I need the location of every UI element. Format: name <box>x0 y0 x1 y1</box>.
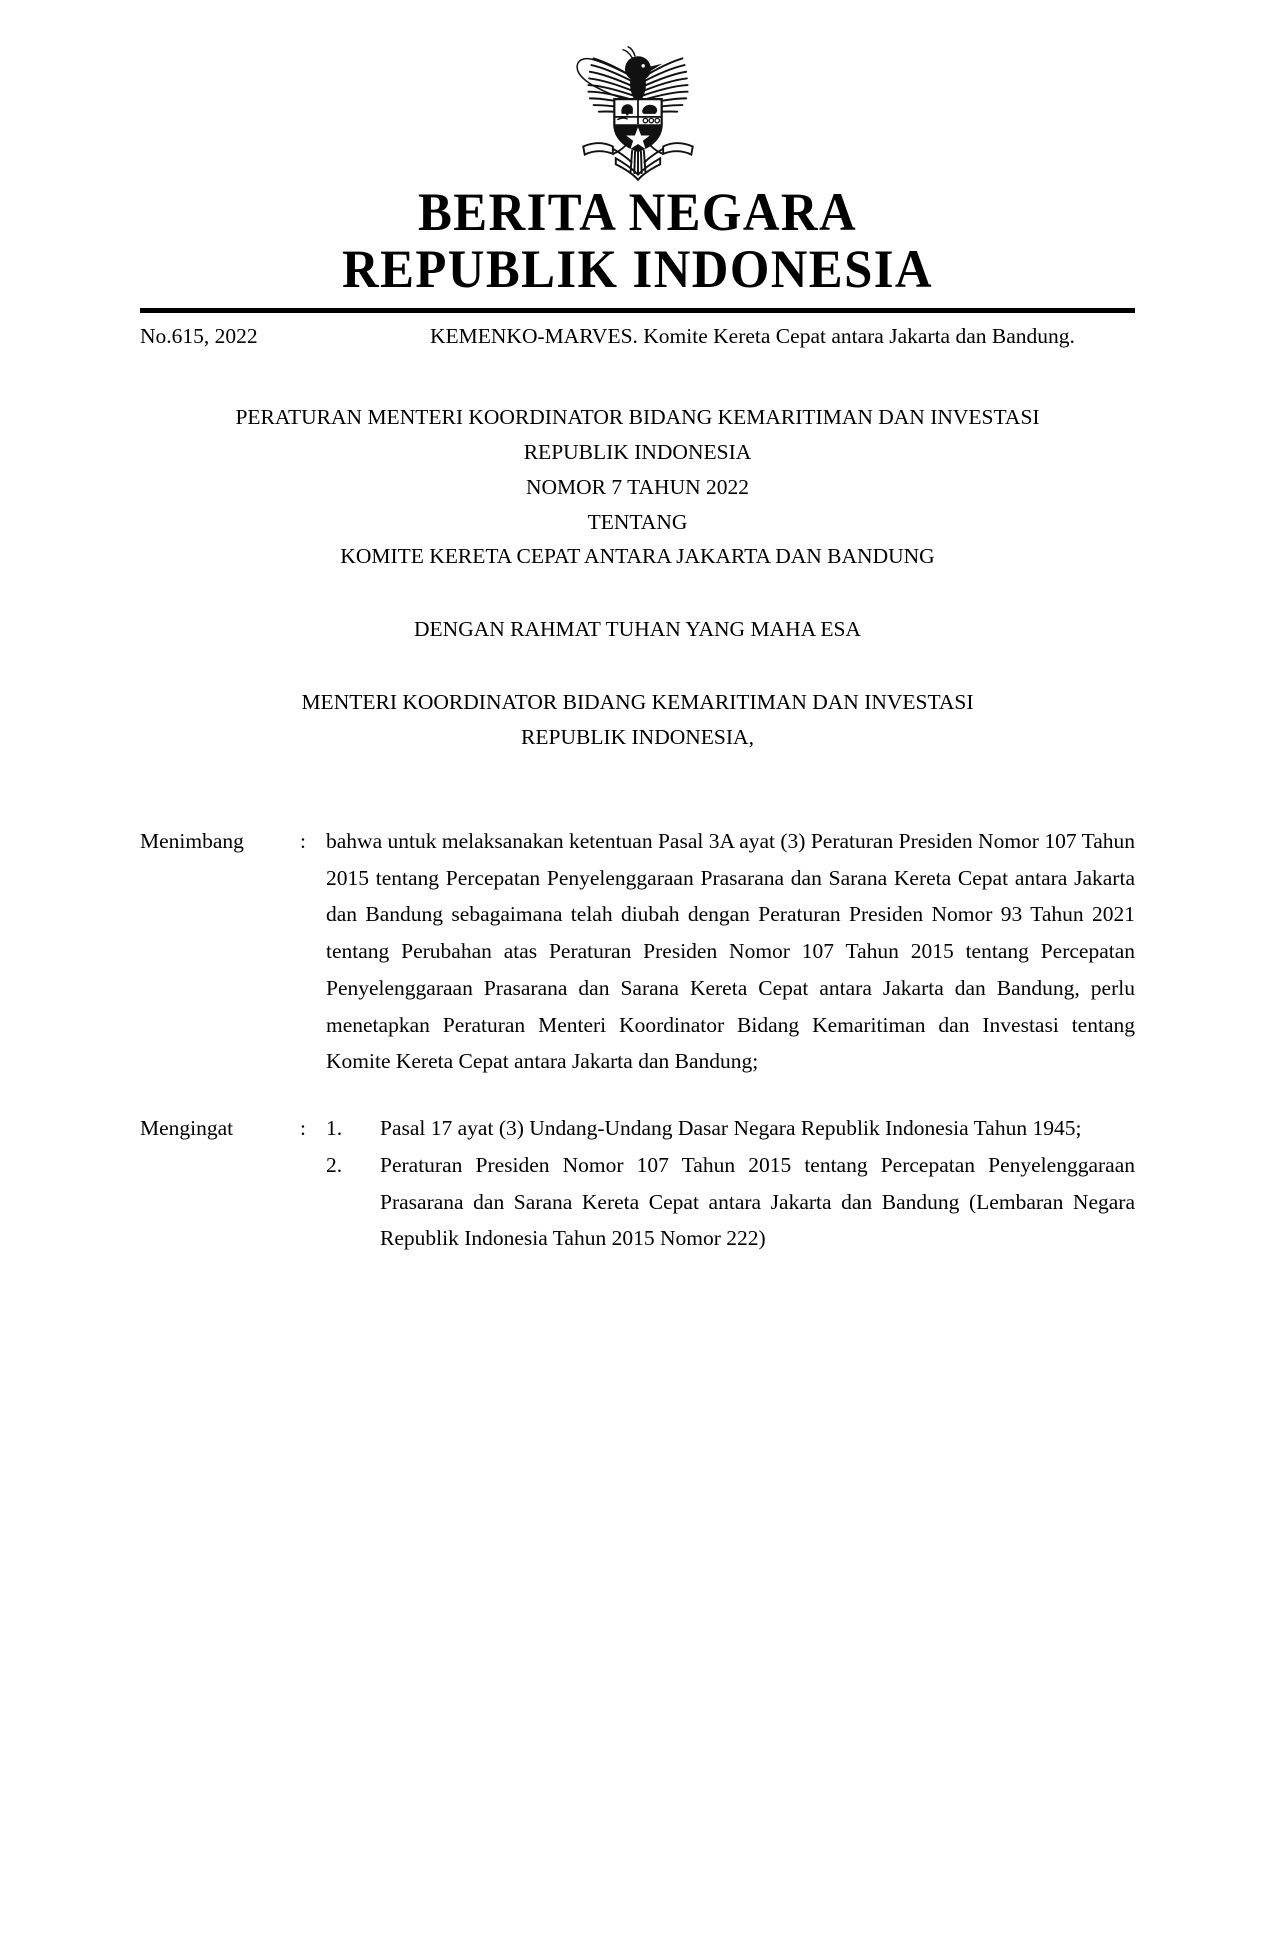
list-item-number: 1. <box>326 1116 343 1140</box>
masthead <box>170 184 1105 298</box>
invocation-line: DENGAN RAHMAT TUHAN YANG MAHA ESA <box>414 617 861 642</box>
clause-label-menimbang: Menimbang <box>140 828 244 853</box>
list-item <box>326 1147 1135 1257</box>
garuda-pancasila-emblem <box>563 34 713 182</box>
document-header <box>140 322 1135 352</box>
masthead-line-1: BERITA NEGARA <box>417 182 858 242</box>
regulation-subject: KOMITE KERETA CEPAT ANTARA JAKARTA DAN BANDUNG <box>340 544 935 569</box>
document-number: No.615, 2022 <box>140 324 258 349</box>
emblem-container <box>140 0 1135 182</box>
regulation-about-label: TENTANG <box>587 509 688 534</box>
clause-menimbang <box>140 823 1135 1080</box>
clause-label-mengingat: Mengingat <box>140 1116 234 1140</box>
masthead-divider <box>140 308 1135 313</box>
masthead-line-2: REPUBLIK INDONESIA <box>342 239 933 300</box>
clause-colon-menimbang: : <box>300 828 306 853</box>
regulation-title-line-2: REPUBLIK INDONESIA <box>523 439 752 464</box>
regulation-title-line-1: PERATURAN MENTERI KOORDINATOR BIDANG KEMARITIMAN DAN INVESTASI <box>235 405 1040 430</box>
title-gap-1 <box>140 574 1135 612</box>
clause-colon-mengingat: : <box>300 1116 306 1140</box>
clause-text-menimbang: bahwa untuk melaksanakan ketentuan Pasal 3A ayat (3) Peraturan Presiden Nomor 107 Tahun 2015 tentang Percepatan Penyelenggaraan Prasarana dan Sarana Kereta Cepat antara Jakarta dan Bandung sebagaimana telah diubah dengan Peraturan Presiden Nomor 93 Tahun 2021 tentang Perubahan atas Peraturan Presiden Nomor 107 Tahun 2015 tentang Percepatan Penyelenggaraan Prasarana dan Sarana Kereta Cepat antara Jakarta dan Bandung, perlu menetapkan Peraturan Menteri Koordinator Bidang Kemaritiman dan Investasi tentang Komite Kereta Cepat antara Jakarta dan Bandung; <box>326 828 1135 1074</box>
list-item <box>326 1110 1135 1147</box>
numbered-list <box>326 1110 1135 1257</box>
clause-mengingat <box>140 1110 1135 1257</box>
list-item-text: Pasal 17 ayat (3) Undang-Undang Dasar Negara Republik Indonesia Tahun 1945; <box>380 1116 1082 1140</box>
list-item-text: Peraturan Presiden Nomor 107 Tahun 2015 tentang Percepatan Penyelenggaraan Prasarana dan Sarana Kereta Cepat antara Jakarta dan Bandung (Lembaran Negara Republik Indonesia Tahun 2015 Nomor 222) <box>380 1152 1135 1251</box>
clauses-section <box>140 823 1135 1257</box>
regulation-number: NOMOR 7 TAHUN 2022 <box>525 474 750 499</box>
clause-list-mengingat <box>326 1110 1135 1257</box>
issuer-line-1: MENTERI KOORDINATOR BIDANG KEMARITIMAN DAN INVESTASI <box>301 690 974 715</box>
document-subject: KEMENKO-MARVES. Komite Kereta Cepat antara Jakarta dan Bandung. <box>430 324 1075 349</box>
title-gap-2 <box>140 647 1135 685</box>
list-item-number: 2. <box>326 1152 343 1177</box>
issuer-line-2: REPUBLIK INDONESIA, <box>521 724 754 749</box>
title-block <box>140 400 1135 755</box>
